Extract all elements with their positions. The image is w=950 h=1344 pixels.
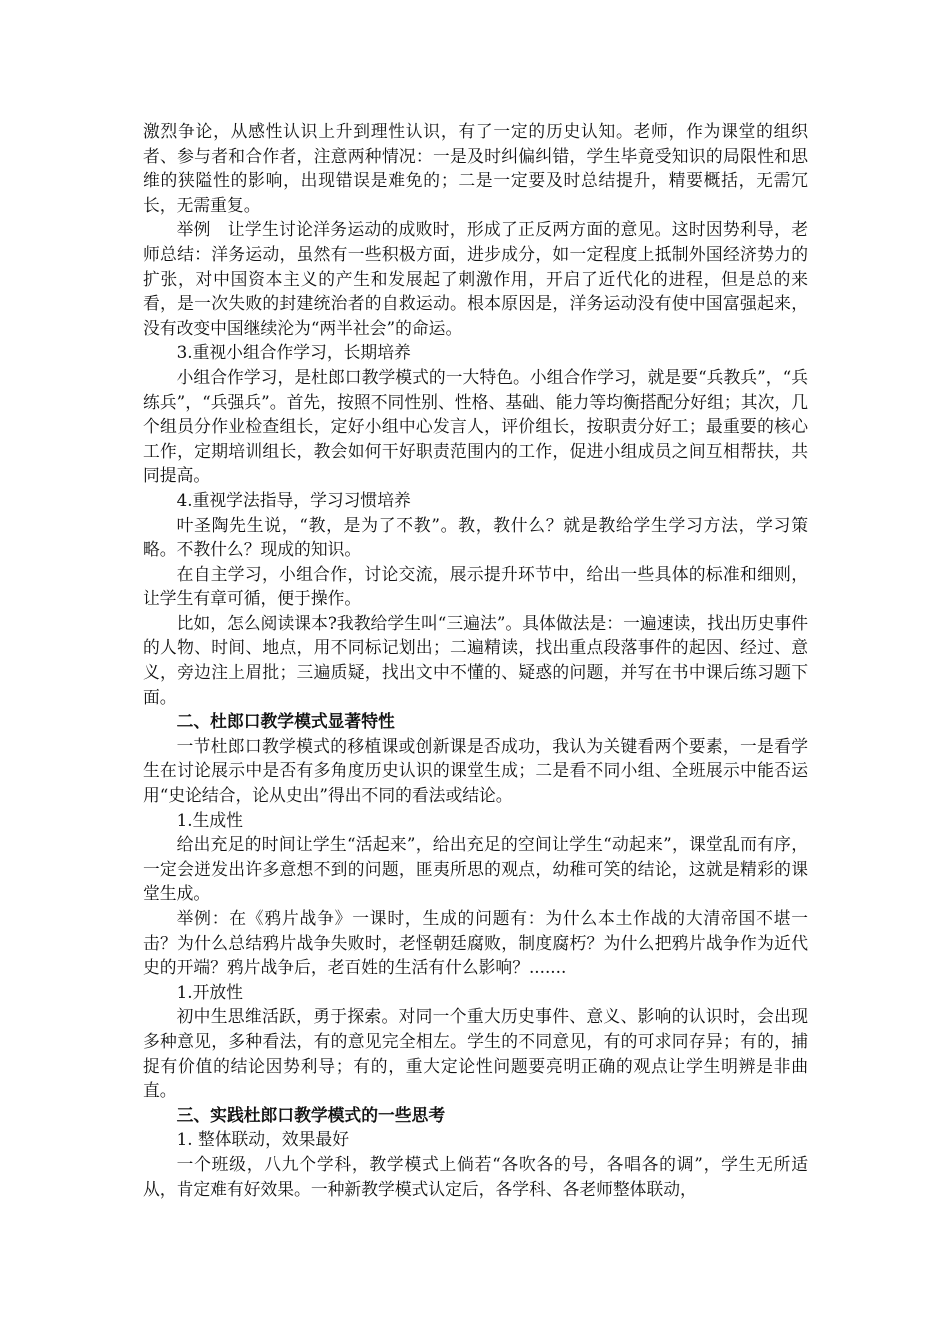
subheading-3: 3.重视小组合作学习，长期培养	[176, 342, 411, 363]
subheading-generative: 1.生成性	[176, 809, 243, 830]
section-heading-3: 三、实践杜郎口教学模式的一些思考	[176, 1104, 446, 1125]
paragraph-13: 举例：在《鸦片战争》一课时，生成的问题有：为什么本土作战的大清帝国不堪一击？为什么总结鸦片战争失败时，老怪朝廷腐败，制度腐朽？为什么把鸦片战争作为近代史的开端？鸦片战争后，老百姓的生活有什么影响？.......	[143, 908, 808, 978]
paragraph-12: 给出充足的时间让学生“活起来”，给出充足的空间让学生“动起来”，课堂乱而有序，一定会迸发出许多意想不到的问题，匪夷所思的观点，幼稚可笑的结论，这就是精彩的课堂生成。	[143, 834, 808, 904]
paragraph-8: 比如，怎么阅读课本?我教给学生叫“三遍法”。具体做法是：一遍速读，找出历史事件的人物、时间、地点，用不同标记划出；二遍精读，找出重点段落事件的起因、经过、意义，旁边注上眉批；三遍质疑，找出文中不懂的、疑惑的问题，并写在书中课后练习题下面。	[143, 612, 808, 707]
paragraph-6: 叶圣陶先生说，“教，是为了不教”。教，教什么？就是教给学生学习方法，学习策略。不教什么？现成的知识。	[143, 514, 808, 560]
paragraph-7: 在自主学习，小组合作，讨论交流，展示提升环节中，给出一些具体的标准和细则，让学生有章可循，便于操作。	[143, 563, 808, 609]
paragraph-1: 激烈争论，从感性认识上升到理性认识，有了一定的历史认知。老师，作为课堂的组织者、参与者和合作者，注意两种情况：一是及时纠偏纠错，学生毕竟受知识的局限性和思维的狭隘性的影响，出现错误是难免的；二是一定要及时总结提升，精要概括，无需冗长，无需重复。	[143, 121, 808, 215]
section-heading-2: 二、杜郎口教学模式显著特性	[176, 711, 395, 732]
paragraph-15: 初中生思维活跃，勇于探索。对同一个重大历史事件、意义、影响的认识时，会出现多种意见，多种看法，有的意见完全相左。学生的不同意见，有的可求同存异；有的，捕捉有价值的结论因势利导；有的，重大定论性问题要亮明正确的观点让学生明辨是非曲直。	[143, 1006, 808, 1101]
paragraph-2: 举例 让学生讨论洋务运动的成败时，形成了正反两方面的意见。这时因势利导，老师总结：洋务运动，虽然有一些积极方面，进步成分，如一定程度上抵制外国经济势力的扩张，对中国资本主义的产生和发展起了刺激作用，开启了近代化的进程，但是总的来看，是一次失败的封建统治者的自救运动。根本原因是，洋务运动没有使中国富强起来，没有改变中国继续沦为“两半社会”的命运。	[143, 219, 808, 338]
paragraph-4: 小组合作学习，是杜郎口教学模式的一大特色。小组合作学习，就是要“兵教兵”，“兵练兵”，“兵强兵”。首先，按照不同性别、性格、基础、能力等均衡搭配分好组；其次，几个组员分作业检查组长，定好小组中心发言人，评价组长，按职责分好工；最重要的核心工作，定期培训组长，教会如何干好职责范围内的工作，促进小组成员之间互相帮扶，共同提高。	[143, 366, 808, 486]
subheading-openness: 1.开放性	[176, 981, 243, 1002]
paragraph-18: 一个班级，八九个学科，教学模式上倘若“各吹各的号，各唱各的调”，学生无所适从，肯定难有好效果。一种新教学模式认定后，各学科、各老师整体联动，	[143, 1153, 808, 1199]
subheading-4: 4.重视学法指导，学习习惯培养	[176, 489, 411, 510]
subheading-linkage: 1. 整体联动，效果最好	[176, 1129, 349, 1150]
document-page	[143, 119, 808, 1201]
paragraph-10: 一节杜郎口教学模式的移植课或创新课是否成功，我认为关键看两个要素，一是看学生在讨论展示中是否有多角度历史认识的课堂生成；二是看不同小组、全班展示中能否运用“史论结合，论从史出”得出不同的看法或结论。	[143, 735, 808, 806]
